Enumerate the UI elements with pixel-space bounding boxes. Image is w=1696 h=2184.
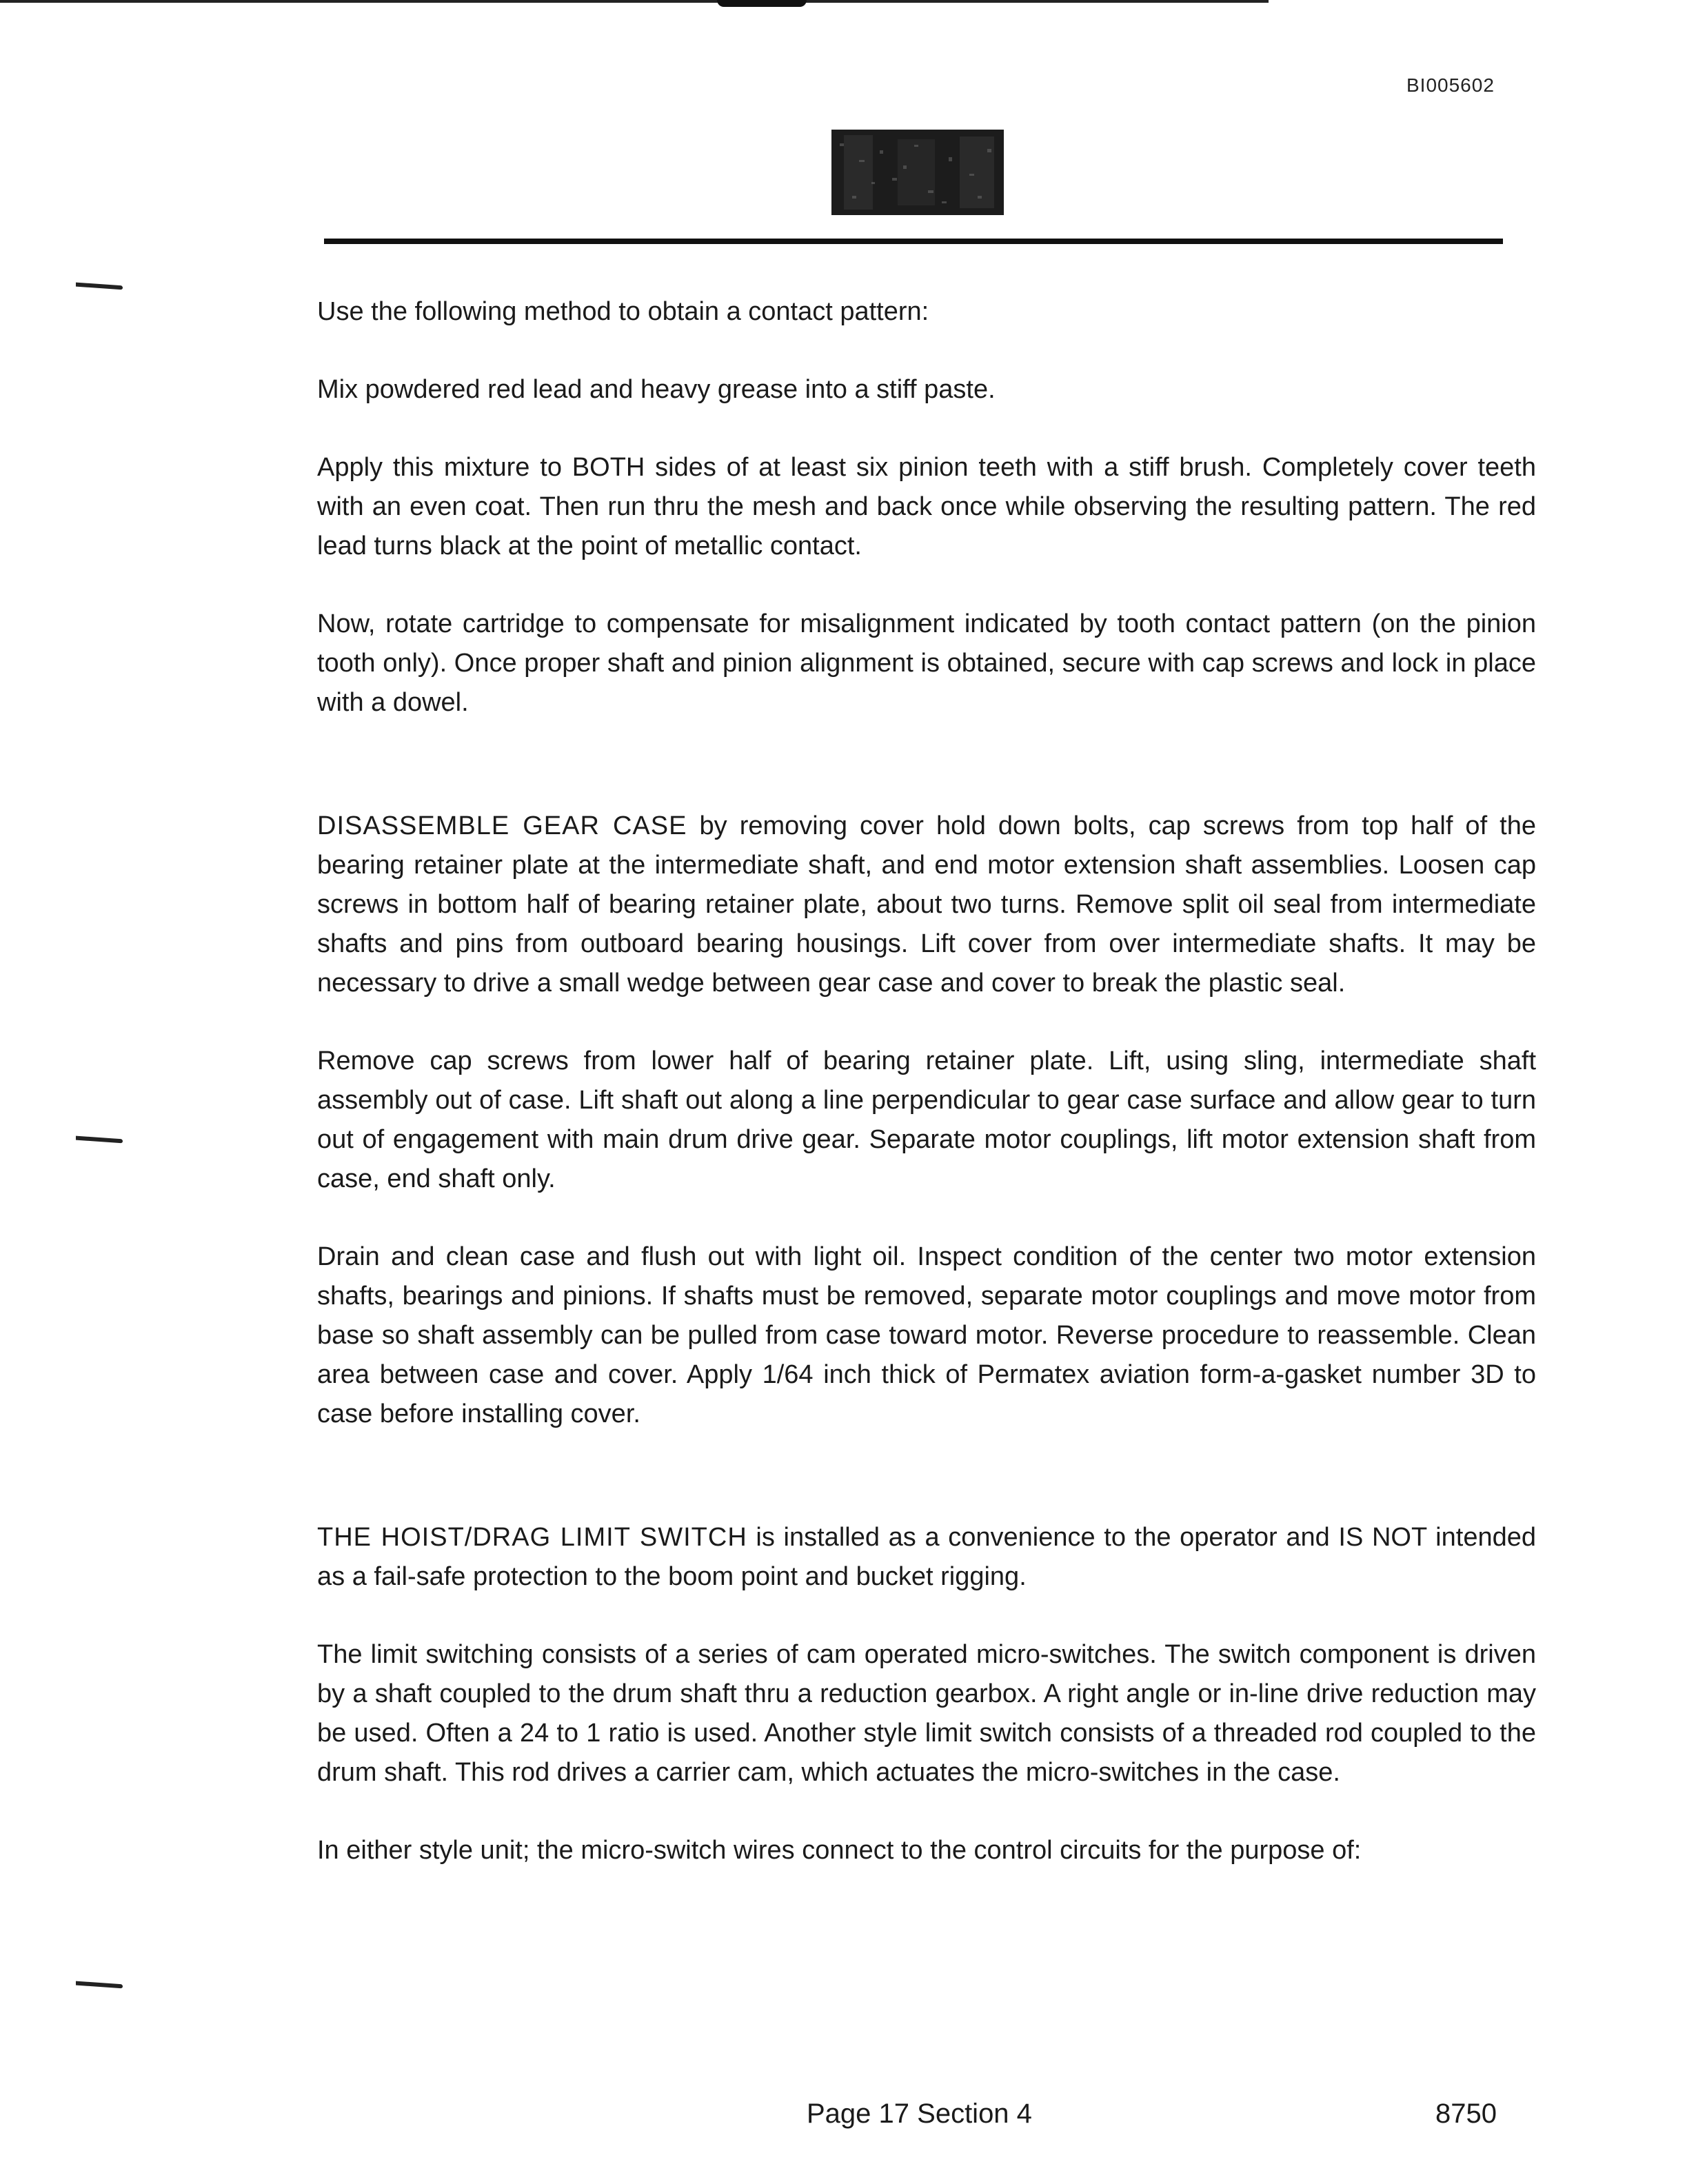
paragraph-either-style: In either style unit; the micro-switch wires connect to the control circuits for the purpose of:	[317, 1836, 1362, 1865]
paragraph-mix: Mix powdered red lead and heavy grease into a stiff paste.	[317, 375, 996, 404]
paragraph-remove: Remove cap screws from lower half of bearing retainer plate. Lift, using sling, intermediate shaft assembly out of case. Lift shaft out along a line perpendicular to gear case surface and allow gear to turn out of engagement with main drum drive gear. Separate motor couplings, lift motor extension shaft from case, end shaft only.	[317, 1046, 1536, 1193]
paragraph-rotate: Now, rotate cartridge to compensate for misalignment indicated by tooth contact pattern (on the pinion tooth only). Once proper shaft and pinion alignment is obtained, secure with cap screws and lock in place with a dowel.	[317, 609, 1536, 717]
document-number: 8750	[1435, 2099, 1497, 2129]
scan-edge-mark	[717, 0, 807, 7]
paragraph-switching: The limit switching consists of a series of cam operated micro-switches. The switch component is driven by a shaft coupled to the drum shaft thru a reduction gearbox. A right angle or in-line drive reduction may be used. Often a 24 to 1 ratio is used. Another style limit switch consists of a threaded rod coupled to the drum shaft. This rod drives a carrier cam, which actuates the micro-switches in the case.	[317, 1640, 1536, 1787]
header-rule	[324, 239, 1503, 244]
paragraph-intro: Use the following method to obtain a contact pattern:	[317, 297, 929, 326]
paragraph-drain: Drain and clean case and flush out with light oil. Inspect condition of the center two motor extension shafts, bearings and pinions. If shafts must be removed, separate motor couplings and move motor from base so shaft assembly can be pulled from case toward motor. Reverse procedure to reassemble. Clean area between case and cover. Apply 1/64 inch thick of Permatex aviation form-a-gasket number 3D to case before installing cover.	[317, 1242, 1536, 1428]
paragraph-apply: Apply this mixture to BOTH sides of at least six pinion teeth with a stiff brush. Completely cover teeth with an even coat. Then run thru the mesh and back once while observing the resulting pattern. The red lead turns black at the point of metallic contact.	[317, 453, 1536, 560]
section-heading-disassemble: DISASSEMBLE GEAR CASE	[317, 811, 687, 840]
paragraph-disassemble	[317, 807, 1536, 1003]
binding-mark	[76, 283, 123, 290]
paragraph-limit-switch	[317, 1518, 1536, 1597]
binding-mark	[76, 1136, 123, 1144]
document-id: BI005602	[1406, 74, 1495, 96]
scan-edge-line	[0, 0, 1269, 3]
page-label: Page 17 Section 4	[807, 2099, 1032, 2129]
document-body	[317, 292, 1536, 1870]
section-heading-limit-switch: THE HOIST/DRAG LIMIT SWITCH	[317, 1523, 747, 1552]
paragraph-disassemble-body: by removing cover hold down bolts, cap screws from top half of the bearing retainer plate at the intermediate shaft, and end motor extension shaft assemblies. Loosen cap screws in bottom half of bearing retainer plate, about two turns. Remove split oil seal from intermediate shafts and pins from outboard bearing housings. Lift cover from over intermediate shafts. It may be necessary to drive a small wedge between gear case and cover to break the plastic seal.	[317, 811, 1536, 998]
paragraph-limit-switch-body: is installed as a convenience to the operator and IS NOT intended as a fail-safe protection to the boom point and bucket rigging.	[317, 1523, 1536, 1591]
binding-mark	[76, 1981, 123, 1989]
company-logo	[831, 130, 1004, 215]
